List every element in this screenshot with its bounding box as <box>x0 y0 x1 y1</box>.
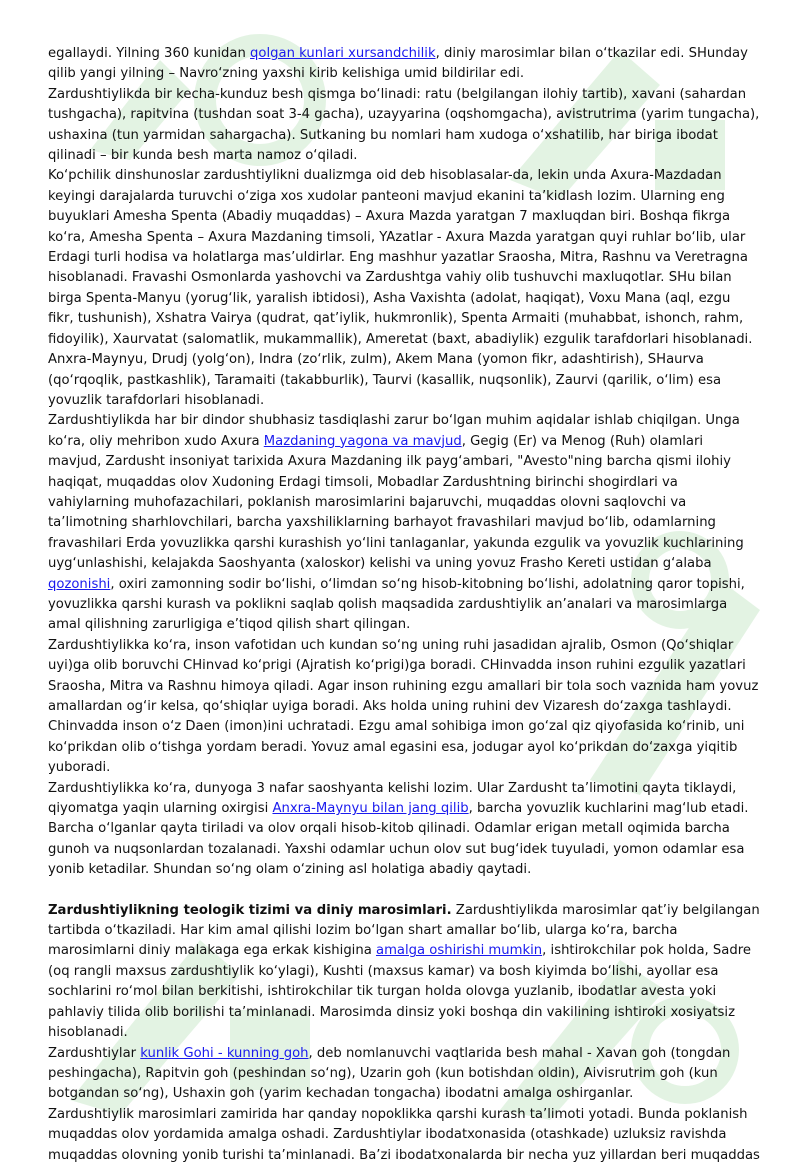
text-run: Zardushtiylikda har bir dindor shubhasiz tasdiqlashi zarur bo‘lgan muhim aqidalar ishlab chiqilgan. Unga ko‘ra, oliy mehribon xudo Axura <box>48 413 740 449</box>
paragraph <box>48 44 760 85</box>
paragraph <box>48 901 760 1044</box>
inline-link[interactable]: kunlik Gohi - kunning goh <box>140 1045 309 1061</box>
document-body <box>48 44 760 1166</box>
text-run: , barcha yovuzlik kuchlarini mag‘lub etadi. Barcha o‘lganlar qayta tiriladi va olov orqali hisob-kitob qilinadi. Odamlar erigan metall oqimida barcha gunoh va nuqsonlardan tozalanadi. Yaxshi odamlar uchun olov sut bug‘idek tuyuladi, yomon odamlar esa yonib ketadilar. Shundan so‘ng olam o‘zining asl holatiga abadiy qaytadi. <box>48 801 749 878</box>
inline-link[interactable]: qolgan kunlari xursandchilik <box>250 46 436 61</box>
inline-link[interactable]: qozonishi <box>48 576 111 592</box>
text-run: Zardushtiylar <box>48 1045 141 1061</box>
paragraph <box>48 85 760 167</box>
inline-link[interactable]: Anxra-Maynyu bilan jang qilib <box>272 801 469 817</box>
text-run: , Gegig (Er) va Menog (Ruh) olamlari mavjud, Zardusht insoniyat tarixida Axura Mazdaning ilk payg‘ambari, "Avesto"ning barcha qismi ilohiy haqiqat, muqaddas olov Xudoning Erdagi timsoli, Mobadlar Zardushtning birinchi shogirdlari va vahiylarning muhofazachilari, poklanish marosimlarini bajaruvchi, muqaddas olovni saqlovchi va ta’limotning sharhlovchilari, barcha yaxshiliklarning barhayot fravashilari mavjud bo‘lib, odamlarning fravashilari Erda yovuzlikka qarshi kurashish yo‘lini tanlaganlar, yakunda ezgulik va yovuzlik kuchlarining uyg‘unlashishi, kelajakda Saoshyanta (xaloskor) kelishi va uning yovuz Frasho Kereti ustidan g‘alaba <box>48 433 744 572</box>
text-run: , ishtirokchilar pok holda, Sadre (oq rangli maxsus zardushtiylik ko‘ylagi), Kushti (maxsus kamar) va bosh kiyimda bo‘lishi, ayollar esa sochlarini ro‘mol bilan berkitishi, ishtirokchilar tik turgan holda olovga yuzlanib, ibodatlar avesta yoki pahlaviy tilida olib borilishi ta’minlanadi. Marosimda dinsiz yoki boshqa din vakilining ishtiroki xosiyatsiz hisoblanadi. <box>48 943 751 1041</box>
paragraph <box>48 411 760 635</box>
paragraph <box>48 779 760 881</box>
paragraph-gap <box>48 881 760 901</box>
section-heading: Zardushtiylikning teologik tizimi va diniy marosimlari. <box>48 902 452 918</box>
text-run: egallaydi. Yilning 360 kunidan <box>48 46 251 61</box>
text-run: Zardushtiylikda bir kecha-kunduz besh qismga bo‘linadi: ratu (belgilangan ilohiy tartib), xavani (sahardan tushgacha), rapitvina (tushdan soat 3-4 gacha), uzayyarina (oqshomgacha), avistrutrima (yarim tungacha), ushaxina (tun yarmidan sahargacha). Sutkaning bu nomlari ham xudoga o‘xshatilib, har biriga ibodat qilinadi – bir kunda besh marta namoz o‘qiladi. <box>48 86 760 164</box>
paragraph <box>48 166 760 411</box>
text-run: Zardushtiylikka ko‘ra, inson vafotidan uch kundan so‘ng uning ruhi jasadidan ajralib, Osmon (Qo‘shiqlar uyi)ga olib boruvchi CHinvad ko‘prigi (Ajratish ko‘prigi)ga boradi. CHinvadda inson ruhini ezgulik yazatlari Sraosha, Mitra va Rashnu himoya qiladi. Agar inson ruhining ezgu amallari bir tola soch vaznida ham yovuz amallardan og‘ir kelsa, qo‘shiqlar uyiga boradi. Aks holda uning ruhini dev Vizaresh do‘zaxga tashlaydi. Chinvadda inson o‘z Daen (imon)ini uchratadi. Ezgu amal sohibiga imon go‘zal qiz qiyofasida ko‘rinib, uni ko‘prikdan olib o‘tishga yordam beradi. Yovuz amal egasini esa, jodugar ayol ko‘prikdan do‘zaxga yiqitib yuboradi. <box>48 637 759 776</box>
text-run: Zardushtiylik marosimlari zamirida har qanday nopoklikka qarshi kurash ta’limoti yotadi. Bunda poklanish muqaddas olov yordamida amalga oshadi. Zardushtiylar ibodatxonasida (otashkade) uzluksiz ravishda muqaddas olovning yonib turishi ta’minlanadi. Ba’zi ibodatxonalarda bir necha yuz yillardan beri muqaddas <box>48 1106 760 1163</box>
text-run: , diniy marosimlar bilan o‘tkazilar edi. SHunday qilib yangi yilning – Navro‘zning yaxshi kirib kelishiga umid bildirilar edi. <box>48 46 748 82</box>
text-run: Ko‘pchilik dinshunoslar zardushtiylikni dualizmga oid deb hisoblasalar-da, lekin unda Axura-Mazdadan keyingi darajalarda turuvchi o‘ziga xos xudolar panteoni mavjud ekanini ta’kidlash lozim. Ularning eng buyuklari Amesha Spenta (Abadiy muqaddas) – Axura Mazda yaratgan 7 maxluqdan biri. Boshqa fikrga ko‘ra, Amesha Spenta – Axura Mazdaning timsoli, YAzatlar - Axura Mazda yaratgan quyi ruhlar bo‘lib, ular Erdagi turli hodisa va holatlarga mas’uldirlar. Eng mashhur yazatlar Sraosha, Mitra, Rashnu va Veretragna hisoblanadi. Fravashi Osmonlarda yashovchi va Zardushtga vahiy olib tushuvchi maxluqotlar. SHu bilan birga Spenta-Manyu (yorug‘lik, yaralish ibtidosi), Asha Vaxishta (adolat, haqiqat), Voxu Mana (aql, ezgu fikr, tushunish), Xshatra Vairya (qudrat, qat’iylik, hukmronlik), Spenta Armaiti (muhabbat, ishonch, rahm, fidoyilik), Xaurvatat (salomatlik, mukammallik), Ameretat (baxt, abadiylik) ezgulik tarafdorlari hisoblanadi. Anxra-Maynyu, Drudj (yolg‘on), Indra (zo‘rlik, zulm), Akem Mana (yomon fikr, adashtirish), SHaurva (qo‘rqoqlik, pastkashlik), Taramaiti (takabburlik), Taurvi (kasallik, nuqsonlik), Zaurvi (qarilik, o‘lim) esa yovuzlik tarafdorlari hisoblanadi. <box>48 168 753 408</box>
text-run: Zardushtiylikda marosimlar qat’iy belgilangan tartibda o‘tkaziladi. Har kim amal qilishi lozim bo‘lgan shart amallar bo‘lib, ularga ko‘ra, barcha marosimlarni diniy malakaga ega erkak kishigina <box>48 902 760 959</box>
text-run: , deb nomlanuvchi vaqtlarida besh mahal - Xavan goh (tongdan peshingacha), Rapitvin goh (peshindan so‘ng), Uzarin goh (kun botishdan oldin), Aivisrutrim goh (kun botgandan so‘ng), Ushaxin goh (yarim kechadan tongacha) ibodatni amalga oshirganlar. <box>48 1045 731 1102</box>
text-run: Zardushtiylikka ko‘ra, dunyoga 3 nafar saoshyanta kelishi lozim. Ular Zardusht ta’limotini qayta tiklaydi, qiyomatga yaqin ularning oxirgisi <box>48 780 737 817</box>
paragraph <box>48 636 760 779</box>
inline-link[interactable]: amalga oshirishi mumkin <box>375 943 543 959</box>
inline-link[interactable]: Mazdaning yagona va mavjud <box>263 433 462 449</box>
paragraph <box>48 1044 760 1105</box>
paragraph <box>48 1105 760 1166</box>
text-run: , oxiri zamonning sodir bo‘lishi, o‘limdan so‘ng hisob-kitobning bo‘lishi, adolatning qaror topishi, yovuzlikka qarshi kurash va poklikni saqlab qolish maqsadida zardushtiylik an’analari va marosimlarga amal qilishning zarurligiga e’tiqod qilish shart qilingan. <box>48 576 745 633</box>
